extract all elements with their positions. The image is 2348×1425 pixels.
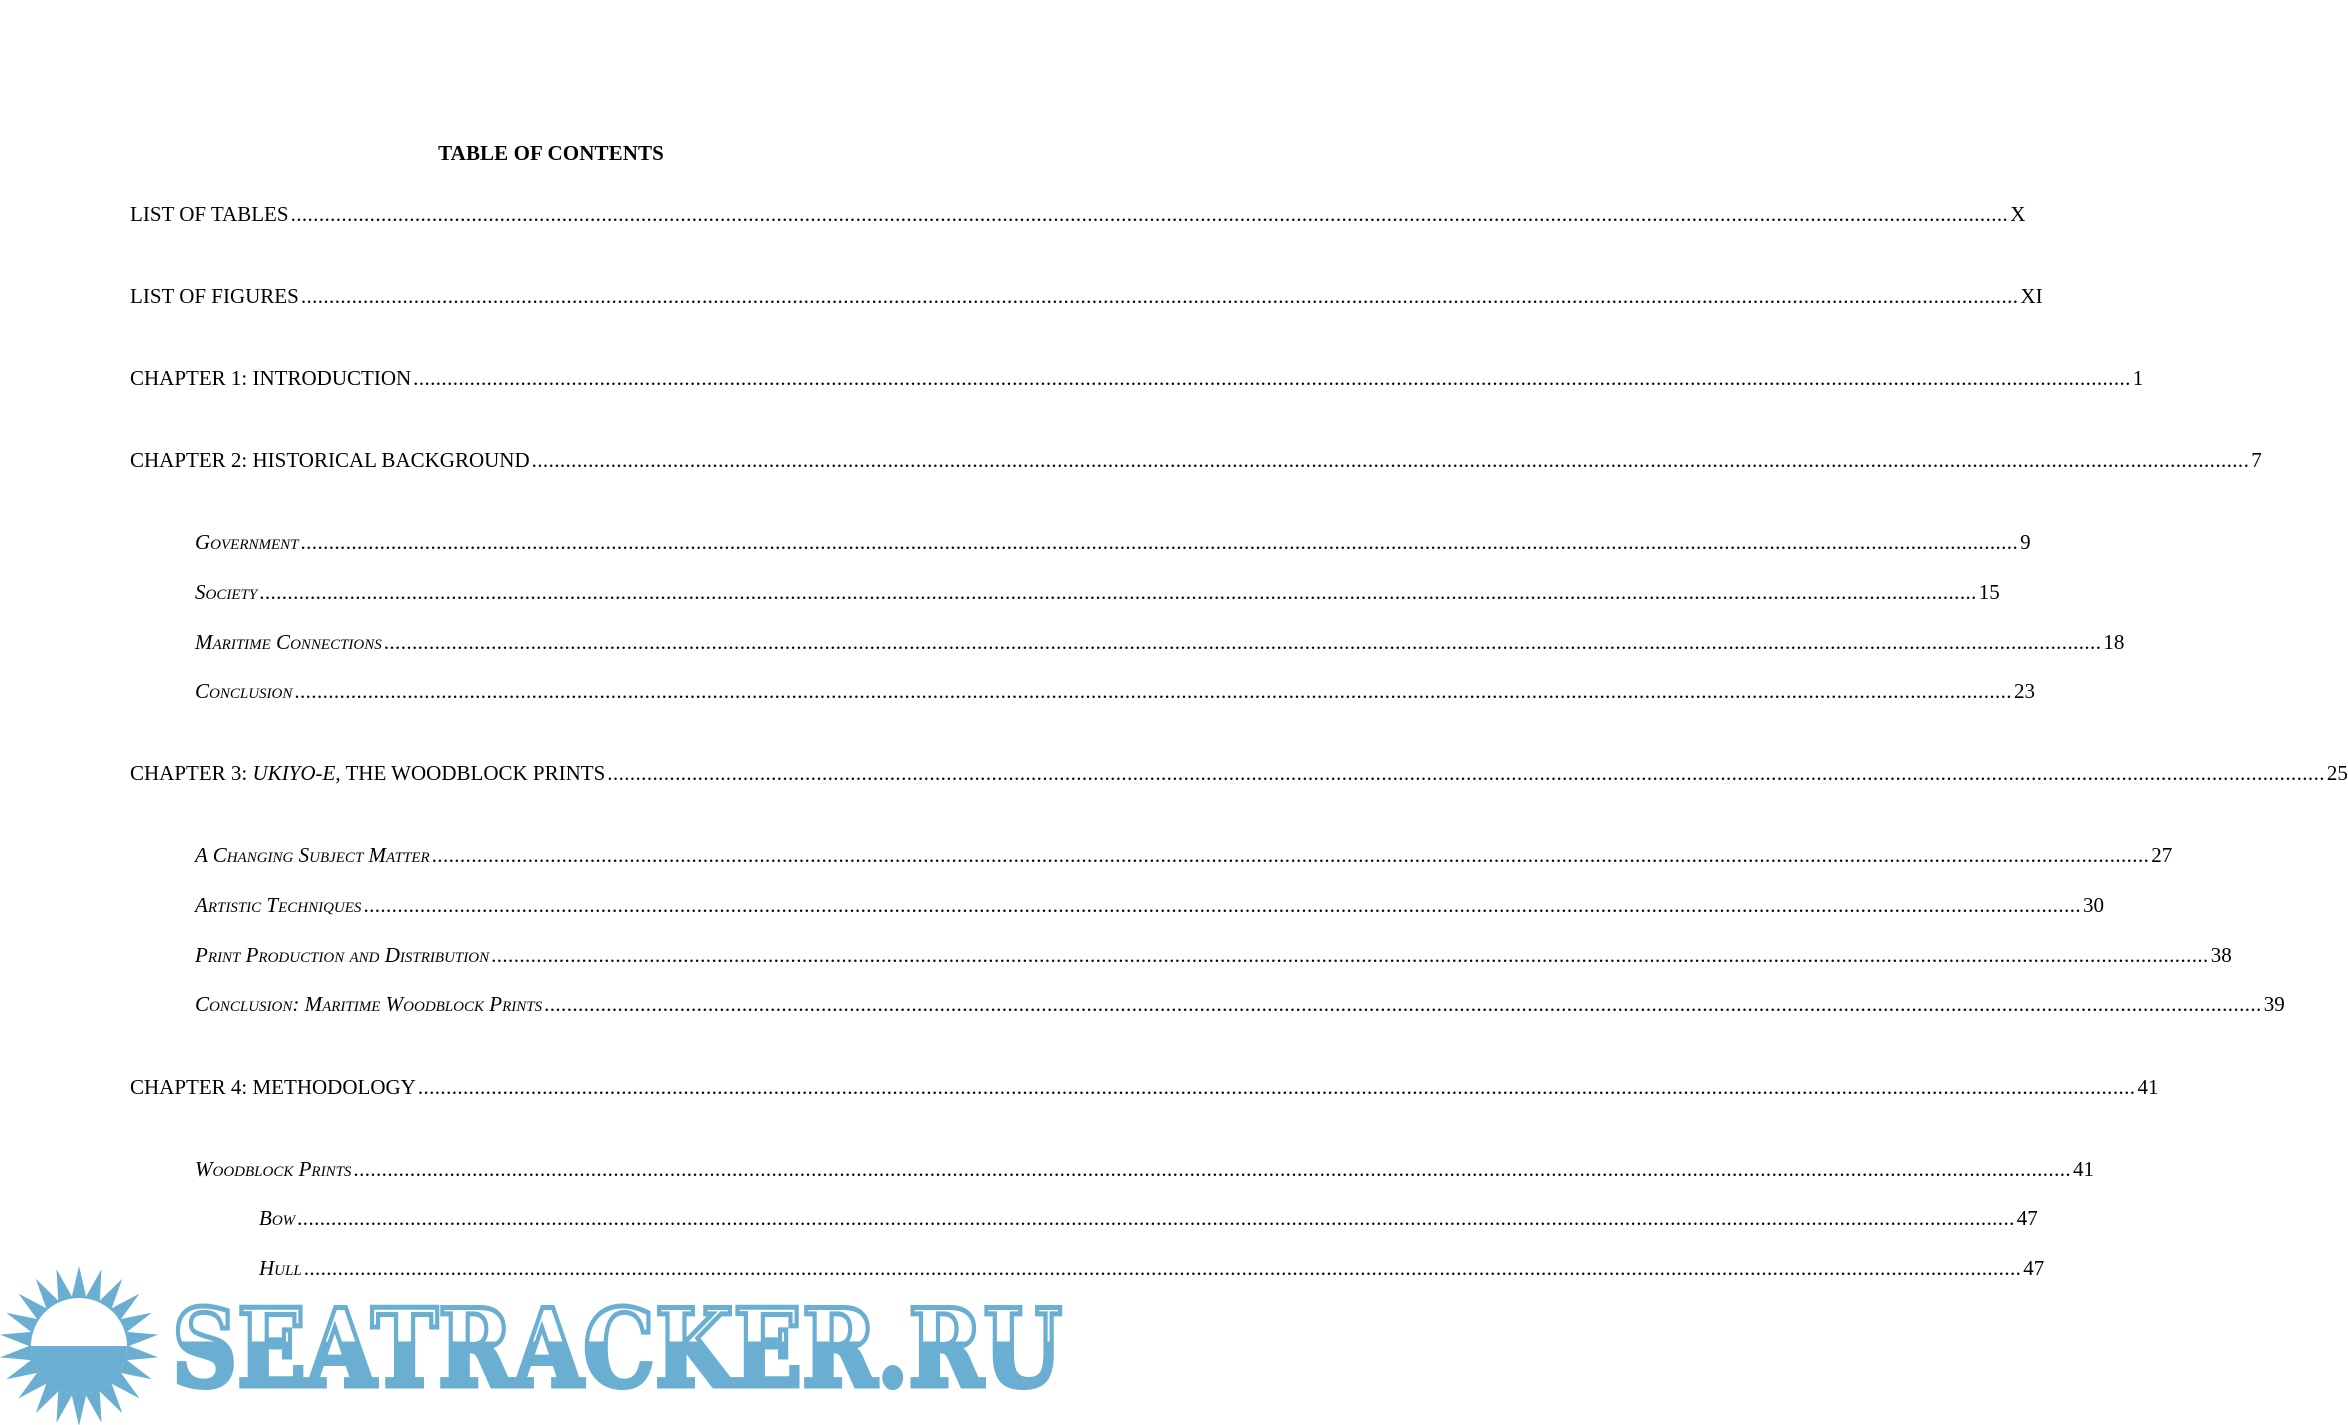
watermark-text: SEATRACKER.RU bbox=[172, 1286, 1062, 1412]
dot-leader bbox=[259, 579, 1977, 605]
toc-entry-print-production[interactable] bbox=[195, 942, 2232, 968]
page-title: TABLE OF CONTENTS bbox=[438, 141, 664, 165]
toc-entry-conclusion[interactable] bbox=[195, 678, 2035, 704]
toc-entry-page: 39 bbox=[2263, 992, 2285, 1016]
toc-entry-page: 15 bbox=[1978, 580, 2000, 604]
toc-entry-label: Print Production and Distribution bbox=[195, 943, 490, 967]
toc-entry-chapter-1[interactable] bbox=[130, 365, 2144, 391]
dot-leader bbox=[301, 283, 2019, 309]
toc-entry-label: LIST OF TABLES bbox=[130, 202, 289, 226]
toc-entry-label: Artistic Techniques bbox=[195, 893, 362, 917]
toc-entry-bow[interactable] bbox=[259, 1205, 2038, 1231]
toc-entry-page: 23 bbox=[2013, 679, 2035, 703]
toc-entry-page: 25 bbox=[2326, 761, 2348, 785]
toc-entry-page: 41 bbox=[2073, 1157, 2095, 1181]
dot-leader bbox=[413, 365, 2131, 391]
dot-leader bbox=[544, 991, 2262, 1017]
toc-entry-changing-subject-matter[interactable] bbox=[195, 842, 2173, 868]
toc-entry-chapter-3[interactable] bbox=[130, 760, 2348, 786]
toc-entry-page: 47 bbox=[2016, 1206, 2038, 1230]
toc-entry-society[interactable] bbox=[195, 579, 2000, 605]
toc-entry-label: A Changing Subject Matter bbox=[195, 843, 430, 867]
dot-leader bbox=[297, 1205, 2015, 1231]
toc-entry-chapter-4[interactable] bbox=[130, 1074, 2159, 1100]
dot-leader bbox=[301, 529, 2019, 555]
toc-entry-page: 7 bbox=[2251, 448, 2262, 472]
toc-entry-list-of-figures[interactable] bbox=[130, 283, 2043, 309]
toc-entry-label: Woodblock Prints bbox=[195, 1157, 352, 1181]
toc-entry-label: Bow bbox=[259, 1206, 296, 1230]
toc-entry-label: CHAPTER 1: INTRODUCTION bbox=[130, 366, 412, 390]
watermark-logo bbox=[0, 1262, 1080, 1425]
toc-entry-page: XI bbox=[2020, 284, 2043, 308]
toc-entry-label: CHAPTER 2: HISTORICAL BACKGROUND bbox=[130, 448, 530, 472]
toc-entry-label: Hull bbox=[259, 1256, 302, 1280]
toc-entry-artistic-techniques[interactable] bbox=[195, 892, 2105, 918]
toc-entry-label: Conclusion: Maritime Woodblock Prints bbox=[195, 992, 543, 1016]
toc-entry-maritime-connections[interactable] bbox=[195, 629, 2125, 655]
toc-entry-label-suffix: , THE WOODBLOCK PRINTS bbox=[335, 761, 606, 785]
toc-entry-page: 9 bbox=[2020, 530, 2031, 554]
dot-leader bbox=[384, 629, 2102, 655]
toc-entry-page: 27 bbox=[2151, 843, 2173, 867]
dot-leader bbox=[432, 842, 2150, 868]
dot-leader bbox=[491, 942, 2209, 968]
dot-leader bbox=[353, 1156, 2071, 1182]
toc-entry-conclusion-maritime-prints[interactable] bbox=[195, 991, 2285, 1017]
toc-entry-label-italic: UKIYO-E bbox=[252, 761, 336, 785]
toc-entry-label: Maritime Connections bbox=[195, 630, 382, 654]
toc-entry-label: Society bbox=[195, 580, 258, 604]
dot-leader bbox=[291, 201, 2009, 227]
dot-leader bbox=[363, 892, 2081, 918]
toc-entry-woodblock-prints[interactable] bbox=[195, 1156, 2095, 1182]
toc-entry-label: LIST OF FIGURES bbox=[130, 284, 299, 308]
toc-entry-chapter-2[interactable] bbox=[130, 447, 2262, 473]
toc-entry-label-prefix: CHAPTER 3: bbox=[130, 761, 253, 785]
dot-leader bbox=[607, 760, 2325, 786]
toc-entry-page: 30 bbox=[2083, 893, 2105, 917]
toc-entry-label: Government bbox=[195, 530, 299, 554]
sun-icon bbox=[0, 1266, 158, 1425]
toc-entry-list-of-tables[interactable] bbox=[130, 201, 2026, 227]
toc-entry-label: Conclusion bbox=[195, 679, 293, 703]
toc-entry-page: X bbox=[2010, 202, 2026, 226]
toc-entry-page: 41 bbox=[2137, 1075, 2159, 1099]
toc-entry-page: 38 bbox=[2210, 943, 2232, 967]
dot-leader bbox=[532, 447, 2250, 473]
toc-entry-page: 47 bbox=[2023, 1256, 2045, 1280]
dot-leader bbox=[418, 1074, 2136, 1100]
toc-entry-page: 18 bbox=[2103, 630, 2125, 654]
toc-entry-label: CHAPTER 4: METHODOLOGY bbox=[130, 1075, 416, 1099]
toc-entry-page: 1 bbox=[2132, 366, 2144, 390]
toc-entry-label bbox=[130, 760, 605, 786]
dot-leader bbox=[294, 678, 2012, 704]
toc-entry-government[interactable] bbox=[195, 529, 2031, 555]
